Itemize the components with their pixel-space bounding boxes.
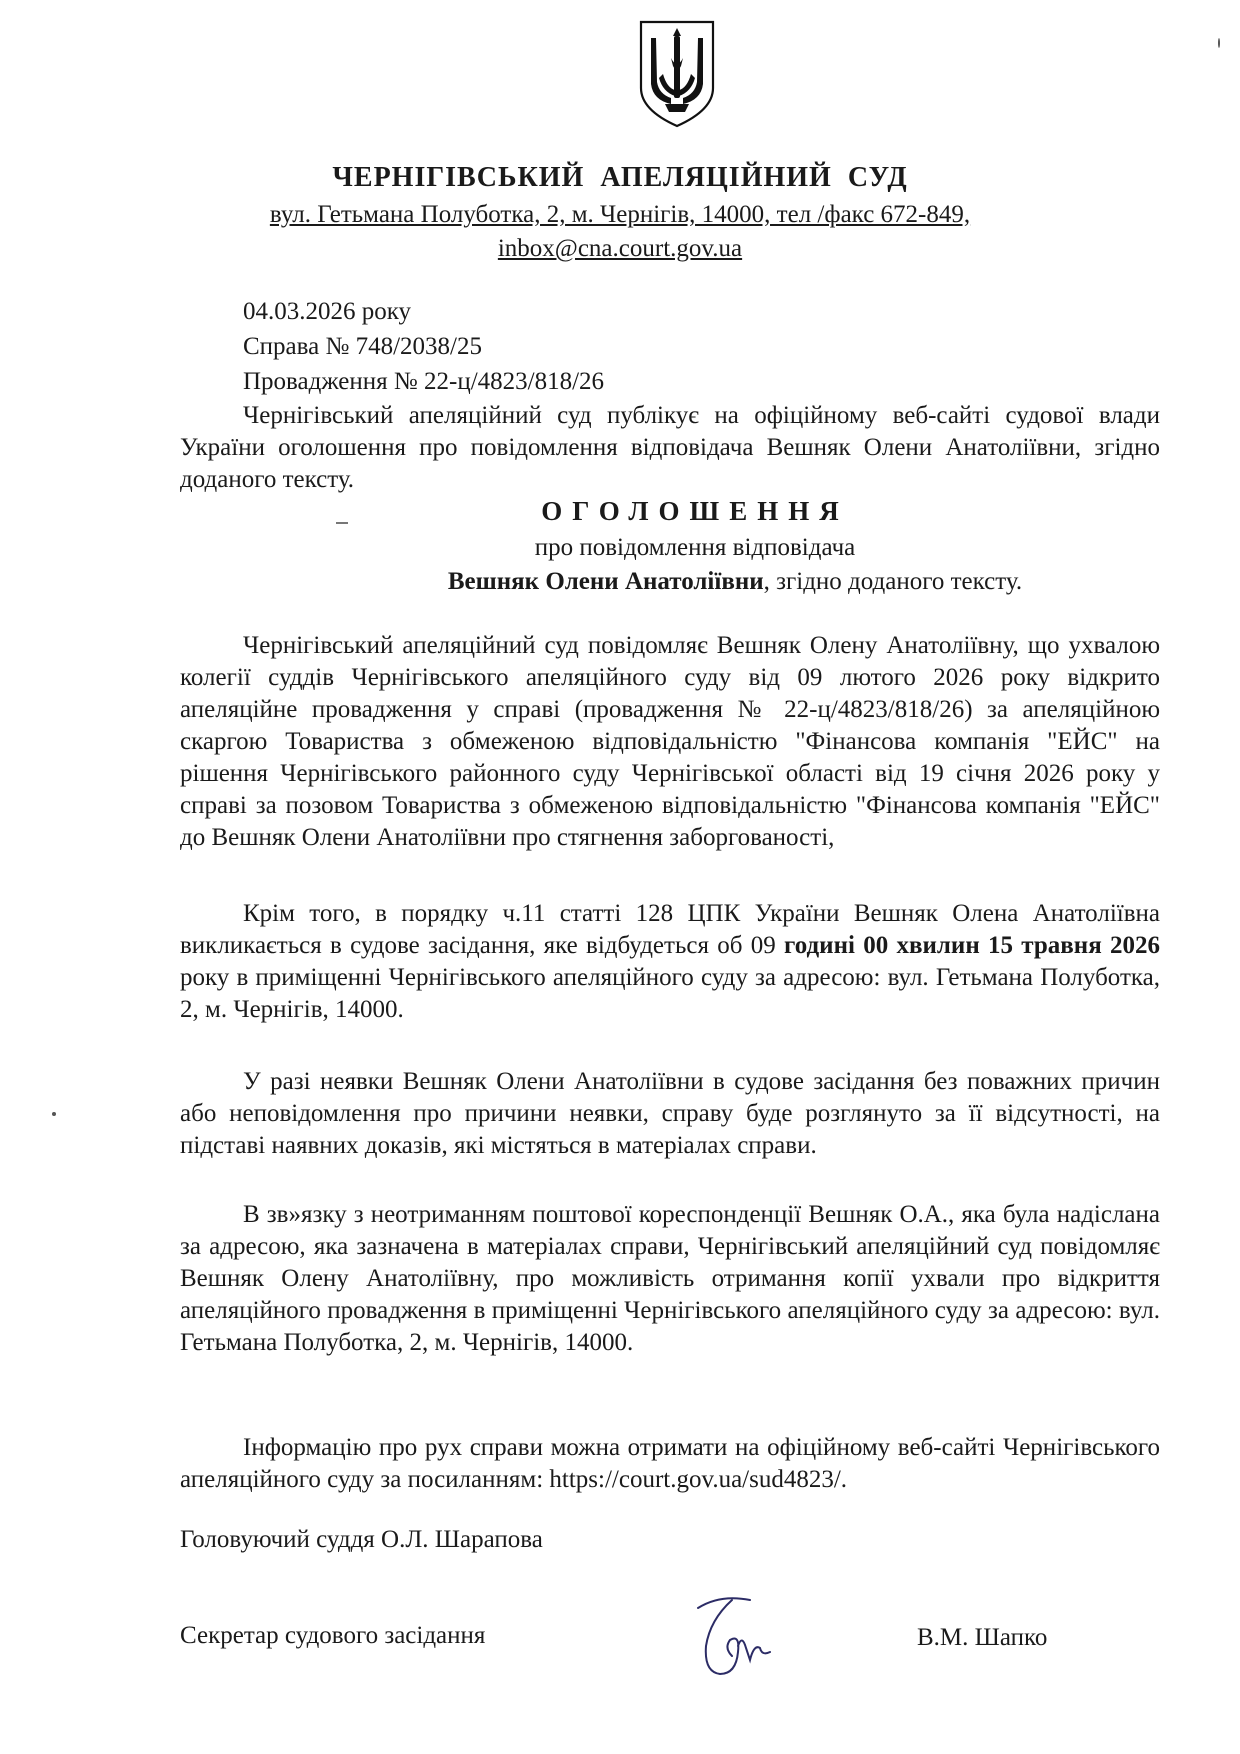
scan-speck	[1218, 38, 1220, 48]
paragraph-absence-warning: У разі неявки Вешняк Олени Анатоліївни в судове засідання без поважних причин або неповідомлення про причини неявки, справу буде розглянуто за її відсутності, на підставі наявних доказів, які містяться в матеріалах справи.	[180, 1068, 1160, 1159]
court-address-line: вул. Гетьмана Полуботка, 2, м. Чернігів, 14000, тел /факс 672-849,	[269, 201, 971, 228]
scan-speck	[52, 1112, 56, 1116]
secretary-title: Секретар судового засідання	[180, 1622, 486, 1649]
document-date: 04.03.2026 року	[243, 298, 412, 325]
notice-defendant	[0, 568, 1240, 596]
court-address	[0, 198, 1240, 266]
case-number: Справа № 748/2038/25	[243, 333, 482, 360]
intro-paragraph: Чернігівський апеляційний суд публікує на офіційному веб-сайті судової влади України оголошення про повідомлення відповідача Вешняк Олени Анатоліївни, згідно доданого тексту.	[180, 402, 1160, 493]
paragraph-hearing-summons	[180, 898, 1160, 1026]
notice-title: ОГОЛОШЕННЯ	[541, 496, 849, 526]
signature-icon	[680, 1590, 790, 1690]
hearing-text-start: Крім того, в порядку ч.11 статті 128 ЦПК України Вешняк Олена Анатоліївна викликається в судове засідання, яке відбудеться об 09	[180, 900, 1160, 959]
court-name: ЧЕРНІГІВСЬКИЙ АПЕЛЯЦІЙНИЙ СУД	[332, 162, 908, 193]
hearing-text-end: року в приміщенні Чернігівського апеляційного суду за адресою: вул. Гетьмана Полуботка, 2, м. Чернігів, 14000.	[180, 964, 1160, 1023]
paragraph-case-info-link: Інформацію про рух справи можна отримати на офіційному веб-сайті Чернігівського апеляційного суду за посиланням: https://court.gov.ua/sud4823/.	[180, 1434, 1160, 1493]
case-meta	[243, 294, 604, 399]
court-email: inbox@cna.court.gov.ua	[497, 235, 743, 262]
paragraph-appeal-opened: Чернігівський апеляційний суд повідомляє Вешняк Олену Анатоліївну, що ухвалою колегії суддів Чернігівського апеляційного суду від 09 лютого 2026 року відкрито апеляційне провадження у справі (провадження № 22-ц/4823/818/26) за апеляційною скаргою Товариства з обмеженою відповідальністю "Фінансова компанія "ЕЙС" на рішення Чернігівського районного суду Чернігівської області від 19 січня 2026 року у справі за позовом Товариства з обмеженою відповідальністю "Фінансова компанія "ЕЙС" до Вешняк Олени Анатоліївни про стягнення заборгованості,	[180, 632, 1160, 851]
hearing-datetime: годині 00 хвилин 15 травня 2026	[784, 932, 1160, 959]
paragraph-mail-notice: В зв»язку з неотриманням поштової кореспонденції Вешняк О.А., яка була надіслана за адресою, яка зазначена в матеріалах справи, Чернігівський апеляційний суд повідомляє Вешняк Олену Анатоліївну, про можливість отримання копії ухвали про відкриття апеляційного провадження в приміщенні Чернігівського апеляційного суду за адресою: вул. Гетьмана Полуботка, 2, м. Чернігів, 14000.	[180, 1201, 1160, 1356]
coat-of-arms-icon	[637, 18, 717, 130]
presiding-judge: Головуючий суддя О.Л. Шарапова	[180, 1526, 543, 1553]
proceeding-number: Провадження № 22-ц/4823/818/26	[243, 368, 605, 395]
notice-subtitle: про повідомлення відповідача	[534, 534, 856, 561]
notice-name-rest: , згідно доданого тексту.	[763, 568, 1023, 595]
defendant-name: Вешняк Олени Анатоліївни	[447, 568, 764, 595]
secretary-name: В.М. Шапко	[917, 1624, 1048, 1651]
